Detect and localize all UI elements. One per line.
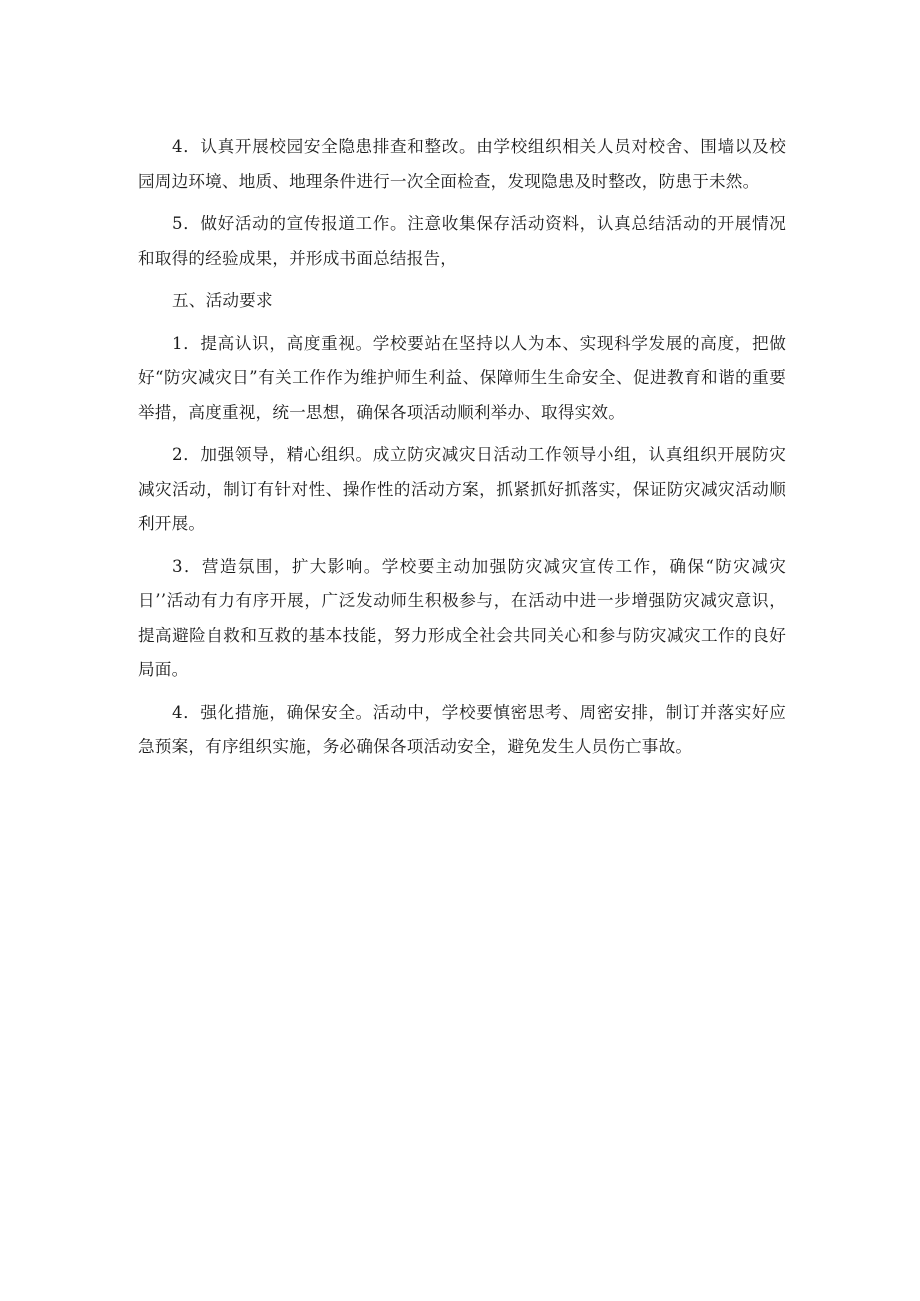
section-heading: 五、活动要求: [172, 291, 273, 310]
paragraph-item-4: 4．认真开展校园安全隐患排查和整改。由学校组织相关人员对校舍、围墙以及校园周边环境、地质、地理条件进行一次全面检查，发现隐患及时整改，防患于未然。: [138, 137, 786, 191]
requirement-item-1: 1．提高认识，高度重视。学校要站在坚持以人为本、实现科学发展的高度，把做好“防灾减灾日”有关工作作为维护师生利益、保障师生生命安全、促进教育和谐的重要举措，高度重视，统一思想，确保各项活动顺利举办、取得实效。: [138, 333, 786, 422]
paragraph-item-5: 5．做好活动的宣传报道工作。注意收集保存活动资料，认真总结活动的开展情况和取得的经验成果，并形成书面总结报告，: [138, 214, 786, 268]
requirement-item-3: 3．营造氛围，扩大影响。学校要主动加强防灾减灾宣传工作，确保“防灾减灾日’’活动有力有序开展，广泛发动师生积极参与，在活动中进一步增强防灾减灾意识，提高避险自救和互救的基本技能，努力形成全社会共同关心和参与防灾减灾工作的良好局面。: [138, 556, 786, 679]
requirement-item-4: 4．强化措施，确保安全。活动中，学校要慎密思考、周密安排，制订并落实好应急预案，有序组织实施，务必确保各项活动安全，避免发生人员伤亡事故。: [138, 702, 786, 756]
document-page: [138, 130, 786, 773]
requirement-item-2: 2．加强领导，精心组织。成立防灾减灾日活动工作领导小组，认真组织开展防灾减灾活动，制订有针对性、操作性的活动方案，抓紧抓好抓落实，保证防灾减灾活动顺利开展。: [138, 445, 786, 533]
